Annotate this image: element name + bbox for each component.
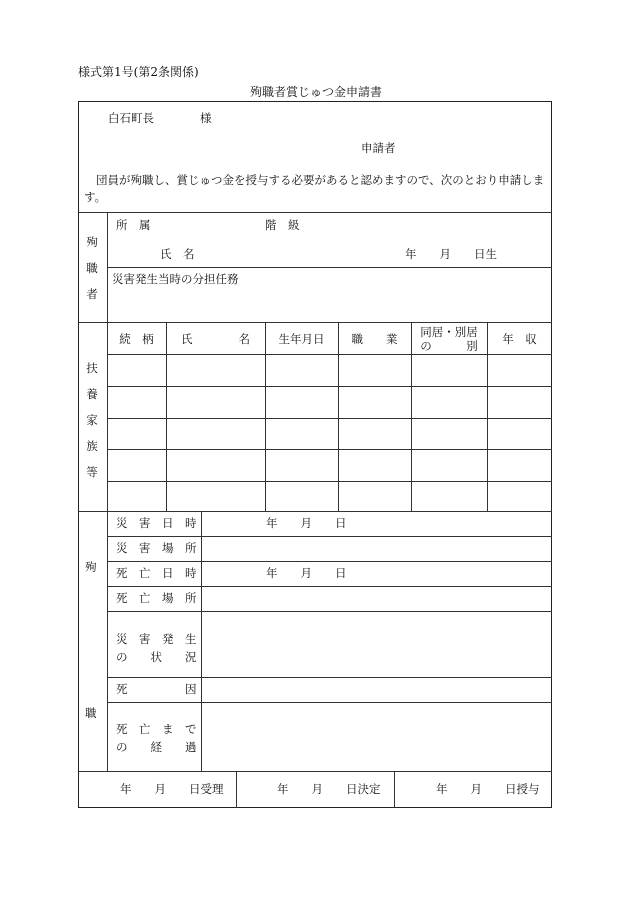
death-row-line <box>107 702 552 703</box>
death-label-divider <box>201 511 202 771</box>
duty-label: 災害発生当時の分担任務 <box>112 272 239 286</box>
application-statement: 団員が殉職し、賞じゅつ金を授与する必要があると認めますので、次のとおり申請します。 <box>84 173 545 204</box>
dependents-col-relation: 続 柄 <box>119 332 154 346</box>
death-datetime-label: 死 亡 日 時 <box>116 566 197 580</box>
disaster-datetime-label: 災 害 日 時 <box>116 516 197 530</box>
honorific: 様 <box>200 111 212 125</box>
dependents-col-income: 年 収 <box>502 332 537 346</box>
divider-death <box>78 771 552 772</box>
death-row-line <box>107 677 552 678</box>
dependents-col-residence: 同居・別居 の 別 <box>420 325 478 353</box>
dependents-section-label: 扶 養 家 族 等 <box>86 361 98 479</box>
death-datetime-value: 年 月 日 <box>266 566 347 580</box>
dependents-col-birthdate: 生年月日 <box>278 332 325 346</box>
footer-divider <box>394 771 395 808</box>
disaster-place-label: 災 害 場 所 <box>116 541 197 555</box>
awarded-date: 年 月 日授与 <box>436 782 540 796</box>
death-row-line <box>107 586 552 587</box>
course-until-death-label: 死 亡 ま で の 経 過 <box>116 722 197 754</box>
death-row-line <box>107 611 552 612</box>
cause-of-death-label: 死 因 <box>116 682 197 696</box>
addressee: 白石町長 <box>108 111 154 125</box>
document-title: 殉職者賞じゅつ金申請書 <box>250 85 383 99</box>
deceased-section-label: 殉 職 者 <box>86 235 98 301</box>
disaster-datetime-value: 年 月 日 <box>266 516 347 530</box>
footer-divider <box>236 771 237 808</box>
affiliation-label: 所 属 <box>116 218 151 232</box>
disaster-circumstances-label: 災 害 発 生 の 状 況 <box>116 632 197 664</box>
rank-label: 階 級 <box>265 218 300 232</box>
name-label: 氏 名 <box>160 247 195 261</box>
applicant-label: 申請者 <box>361 141 396 155</box>
birth-date-label: 年 月 日生 <box>405 247 497 261</box>
divider-dependents <box>78 511 552 512</box>
divider-header <box>78 212 552 213</box>
table-row <box>107 355 552 386</box>
death-row-line <box>107 561 552 562</box>
death-section-label-bottom: 職 <box>85 706 97 720</box>
dependents-col-name: 氏 名 <box>181 332 250 346</box>
death-section-label-top: 殉 <box>85 560 97 574</box>
table-row <box>107 419 552 449</box>
divider-deceased <box>78 322 552 323</box>
dependents-col-occupation: 職 業 <box>351 332 398 346</box>
table-row <box>107 387 552 418</box>
table-row <box>107 482 552 511</box>
table-row <box>107 450 552 481</box>
deceased-inner-divider <box>107 267 552 268</box>
death-place-label: 死 亡 場 所 <box>116 591 197 605</box>
decided-date: 年 月 日決定 <box>277 782 381 796</box>
death-row-line <box>107 536 552 537</box>
received-date: 年 月 日受理 <box>120 782 224 796</box>
form-number: 様式第1号(第2条関係) <box>78 65 199 79</box>
